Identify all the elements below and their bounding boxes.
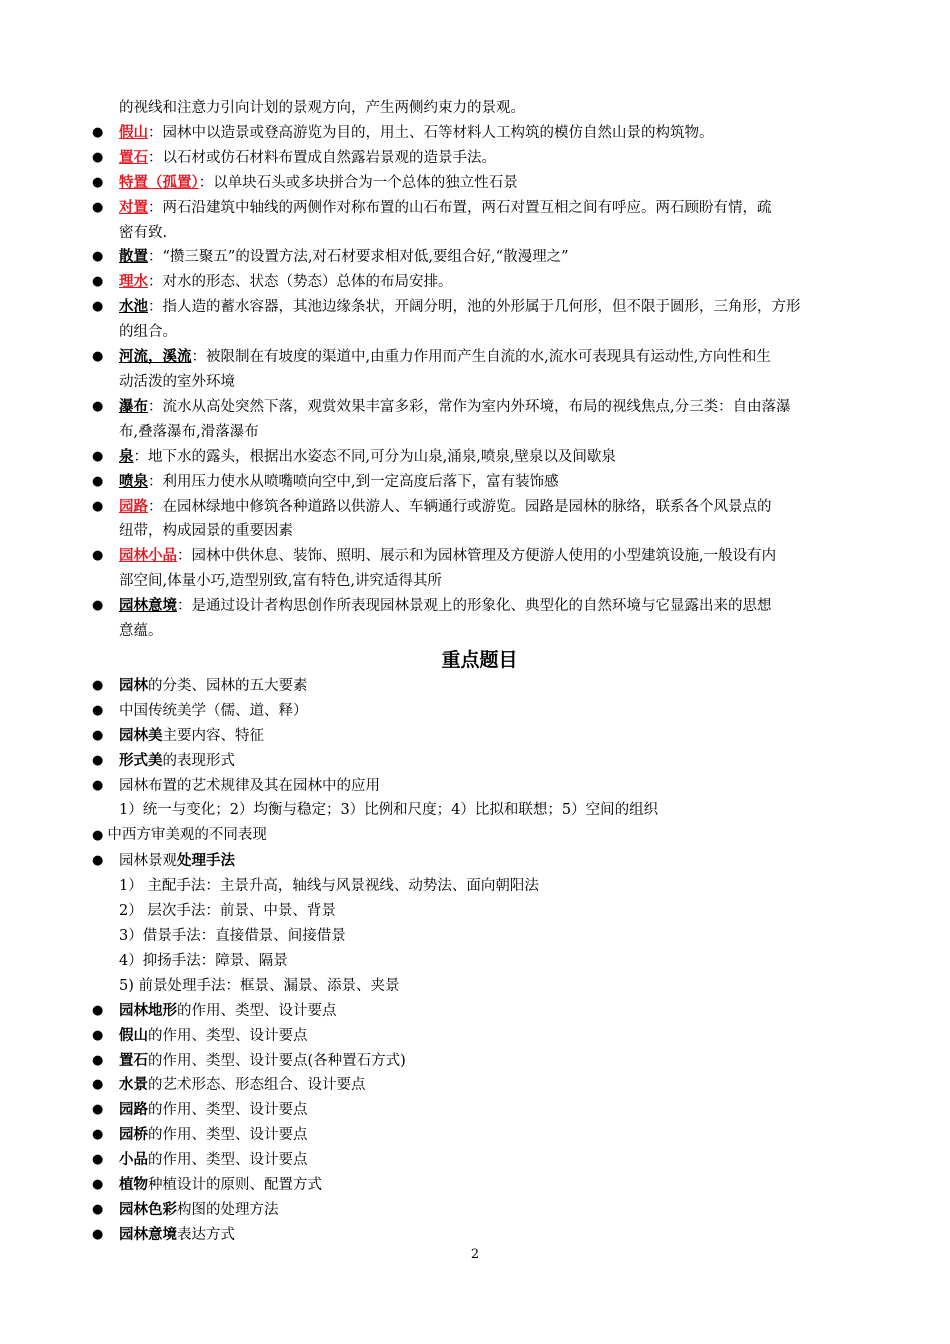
definition-text: ：地下水的露头，根据出水姿态不同,可分为山泉,涌泉,喷泉,壁泉以及间歇泉 bbox=[133, 448, 616, 465]
section-heading: 重点题目 bbox=[441, 648, 518, 671]
definition-term: 对置 bbox=[119, 198, 148, 216]
definition-text: ：指人造的蓄水容器，其池边缘条状，开阔分明，池的外形属于几何形，但不限于圆形，三角形，方形 bbox=[148, 299, 801, 316]
list-item-bold: 园林 bbox=[119, 676, 148, 694]
intro-continuation: 的视线和注意力引向计划的景观方向，产生两侧约束力的景观。 bbox=[119, 100, 525, 116]
definition-item bbox=[92, 146, 867, 171]
list-item bbox=[92, 1073, 867, 1098]
list-item bbox=[92, 749, 867, 774]
bullet-icon: ● bbox=[92, 274, 104, 290]
definition-text: ：以石材或仿石材料布置成自然露岩景观的造景手法。 bbox=[148, 149, 496, 166]
definition-term: 散置 bbox=[119, 248, 148, 266]
definition-text: ：在园林绿地中修筑各种道路以供游人、车辆通行或游览。园路是园林的脉络，联系各个风景点的 bbox=[148, 498, 772, 515]
definition-term: 园路 bbox=[119, 497, 148, 515]
definition-item bbox=[92, 470, 867, 495]
list-item-bold: 园路 bbox=[119, 1101, 148, 1119]
bullet-icon: ● bbox=[92, 1002, 104, 1018]
definition-item bbox=[92, 395, 867, 445]
list-item-text: 的作用、类型、设计要点 bbox=[177, 1002, 337, 1019]
bullet-icon: ● bbox=[92, 498, 104, 514]
bullet-icon: ● bbox=[92, 249, 104, 265]
definition-term: 园林意境 bbox=[119, 597, 177, 615]
list-item bbox=[92, 724, 867, 749]
bullet-icon: ● bbox=[92, 349, 104, 365]
list-item-bold: 置石 bbox=[119, 1051, 148, 1069]
list-item-text: 中国传统美学（儒、道、释） bbox=[119, 702, 308, 719]
list-item bbox=[92, 1198, 867, 1223]
bullet-icon: ● bbox=[92, 677, 104, 693]
list-item-bold: 植物 bbox=[119, 1176, 148, 1194]
key-topics-list-a bbox=[92, 674, 867, 799]
list-item-text: 的作用、类型、设计要点(各种置石方式) bbox=[148, 1052, 406, 1069]
list-item-bold: 园林意境 bbox=[119, 1225, 177, 1243]
bullet-icon: ● bbox=[92, 1052, 104, 1068]
technique-item: 2） 层次手法：前景、中景、背景 bbox=[119, 903, 336, 920]
list-item bbox=[92, 1024, 867, 1049]
list-item-text: 的作用、类型、设计要点 bbox=[148, 1102, 308, 1119]
bullet-icon: ● bbox=[92, 853, 104, 869]
list-item-text: 园林布置的艺术规律及其在园林中的应用 bbox=[119, 777, 380, 794]
definition-item bbox=[92, 196, 867, 246]
bullet-icon: ● bbox=[92, 1077, 104, 1093]
bullet-icon: ● bbox=[92, 149, 104, 165]
list-item-text: 园林景观 bbox=[119, 853, 177, 870]
definition-item bbox=[92, 594, 867, 644]
definition-text: ：“攒三聚五”的设置方法,对石材要求相对低,要组合好,“散漫理之” bbox=[148, 249, 569, 266]
list-item-text: 的作用、类型、设计要点 bbox=[148, 1152, 308, 1169]
technique-item: 3）借景手法：直接借景、间接借景 bbox=[119, 928, 346, 944]
list-item bbox=[92, 823, 867, 849]
definition-text: ：是通过设计者构思创作所表现园林景观上的形象化、典型化的自然环境与它显露出来的思想 bbox=[177, 598, 772, 615]
list-item-bold: 园桥 bbox=[119, 1126, 148, 1144]
definition-item bbox=[92, 121, 867, 146]
list-item-bold: 园林美 bbox=[119, 726, 163, 744]
list-item bbox=[92, 999, 867, 1024]
list-item bbox=[92, 1123, 867, 1148]
list-item-text: 种植设计的原则、配置方式 bbox=[148, 1177, 322, 1194]
list-item-text: 的分类、园林的五大要素 bbox=[148, 677, 308, 694]
bullet-icon: ● bbox=[92, 777, 104, 793]
bullet-icon: ● bbox=[92, 1127, 104, 1143]
list-item-text: 表达方式 bbox=[177, 1226, 235, 1243]
definition-text: ：利用压力使水从喷嘴喷向空中,到一定高度后落下，富有装饰感 bbox=[148, 473, 559, 490]
page-number: 2 bbox=[470, 1247, 480, 1262]
list-item-text: 主要内容、特征 bbox=[162, 727, 264, 744]
definition-text: ：园林中供休息、装饰、照明、展示和为园林管理及方便游人使用的小型建筑设施,一般设有内 bbox=[177, 548, 777, 565]
definition-text-continued: 部空间,体量小巧,造型别致,富有特色,讲究适得其所 bbox=[119, 573, 442, 590]
definition-text: ：流水从高处突然下落，观赏效果丰富多彩，常作为室内外环境，布局的视线焦点,分三类：自由落瀑 bbox=[148, 398, 791, 415]
bullet-icon: ● bbox=[92, 299, 104, 315]
bullet-icon: ● bbox=[92, 473, 104, 489]
technique-sublist bbox=[92, 874, 867, 999]
definition-item bbox=[92, 345, 867, 395]
definition-text-continued: 的组合。 bbox=[119, 324, 177, 341]
bullet-icon: ● bbox=[92, 448, 104, 464]
list-item-text: 的作用、类型、设计要点 bbox=[148, 1127, 308, 1144]
list-item-bold: 小品 bbox=[119, 1151, 148, 1169]
list-item bbox=[92, 849, 867, 874]
definition-text: ：被限制在有坡度的渠道中,由重力作用而产生自流的水,流水可表现具有运动性,方向性和生 bbox=[191, 349, 771, 366]
list-item bbox=[92, 1049, 867, 1074]
list-item-text: 构图的处理方法 bbox=[177, 1201, 279, 1218]
definition-item bbox=[92, 270, 867, 295]
definition-term: 园林小品 bbox=[119, 547, 177, 565]
bullet-icon: ● bbox=[92, 752, 104, 768]
list-item-text: 的作用、类型、设计要点 bbox=[148, 1027, 308, 1044]
technique-item: 4）抑扬手法：障景、隔景 bbox=[119, 952, 288, 969]
technique-item: 5) 前景处理手法：框景、漏景、添景、夹景 bbox=[119, 977, 400, 994]
list-item-bold: 形式美 bbox=[119, 751, 163, 769]
bullet-icon: ● bbox=[92, 828, 104, 844]
definition-item bbox=[92, 495, 867, 545]
definition-text-continued: 布,叠落瀑布,滑落瀑布 bbox=[119, 423, 259, 440]
definition-text: ：以单块石头或多块拼合为一个总体的独立性石景 bbox=[198, 174, 518, 191]
bullet-icon: ● bbox=[92, 174, 104, 190]
bullet-icon: ● bbox=[92, 727, 104, 743]
art-rules-subline: 1）统一与变化；2）均衡与稳定；3）比例和尺度；4）比拟和联想；5）空间的组织 bbox=[119, 802, 659, 819]
bullet-icon: ● bbox=[92, 598, 104, 614]
document-page bbox=[92, 96, 867, 1248]
bullet-icon: ● bbox=[92, 1226, 104, 1242]
definition-term: 喷泉 bbox=[119, 472, 148, 490]
list-item-text: 中西方审美观的不同表现 bbox=[107, 827, 267, 844]
definition-text-continued: 动活泼的室外环境 bbox=[119, 373, 235, 390]
list-item bbox=[92, 699, 867, 724]
list-item bbox=[92, 774, 867, 799]
definition-text-continued: 纽带，构成园景的重要因素 bbox=[119, 523, 293, 540]
list-item bbox=[92, 1098, 867, 1123]
list-item-bold: 处理手法 bbox=[177, 852, 235, 870]
key-topics-list-b bbox=[92, 999, 867, 1248]
bullet-icon: ● bbox=[92, 548, 104, 564]
definition-text-continued: 密有致. bbox=[119, 224, 168, 241]
definition-item bbox=[92, 445, 867, 470]
definition-term: 水池 bbox=[119, 298, 148, 316]
list-item-bold: 园林地形 bbox=[119, 1001, 177, 1019]
list-item-text: 的艺术形态、形态组合、设计要点 bbox=[148, 1077, 366, 1094]
definition-item bbox=[92, 295, 867, 345]
list-item-bold: 水景 bbox=[119, 1076, 148, 1094]
bullet-icon: ● bbox=[92, 1102, 104, 1118]
list-item-bold: 假山 bbox=[119, 1026, 148, 1044]
list-item-bold: 园林色彩 bbox=[119, 1200, 177, 1218]
list-item bbox=[92, 1148, 867, 1173]
bullet-icon: ● bbox=[92, 124, 104, 140]
definition-term: 泉 bbox=[119, 447, 134, 465]
definition-item bbox=[92, 544, 867, 594]
list-item bbox=[92, 1223, 867, 1248]
bullet-icon: ● bbox=[92, 702, 104, 718]
bullet-icon: ● bbox=[92, 1177, 104, 1193]
definition-item bbox=[92, 171, 867, 196]
bullet-icon: ● bbox=[92, 199, 104, 215]
list-item-text: 的表现形式 bbox=[162, 752, 235, 769]
bullet-icon: ● bbox=[92, 1152, 104, 1168]
bullet-icon: ● bbox=[92, 1027, 104, 1043]
definition-term: 理水 bbox=[119, 273, 148, 291]
bullet-icon: ● bbox=[92, 1201, 104, 1217]
definition-term: 河流，溪流 bbox=[119, 348, 192, 366]
definition-item bbox=[92, 245, 867, 270]
definition-text: ：两石沿建筑中轴线的两侧作对称布置的山石布置，两石对置互相之间有呼应。两石顾盼有情，疏 bbox=[148, 199, 772, 216]
technique-item: 1） 主配手法：主景升高，轴线与风景视线、动势法、面向朝阳法 bbox=[119, 878, 539, 895]
definition-list bbox=[92, 121, 867, 644]
definition-term: 特置（孤置） bbox=[119, 173, 199, 191]
list-item bbox=[92, 674, 867, 699]
definition-text: ：园林中以造景或登高游览为目的，用土、石等材料人工构筑的模仿自然山景的构筑物。 bbox=[148, 124, 714, 141]
definition-term: 瀑布 bbox=[119, 397, 148, 415]
definition-text: ：对水的形态、状态（势态）总体的布局安排。 bbox=[148, 274, 453, 291]
list-item bbox=[92, 1173, 867, 1198]
bullet-icon: ● bbox=[92, 398, 104, 414]
definition-term: 假山 bbox=[119, 123, 148, 141]
definition-term: 置石 bbox=[119, 148, 148, 166]
definition-text-continued: 意蕴。 bbox=[119, 623, 163, 640]
